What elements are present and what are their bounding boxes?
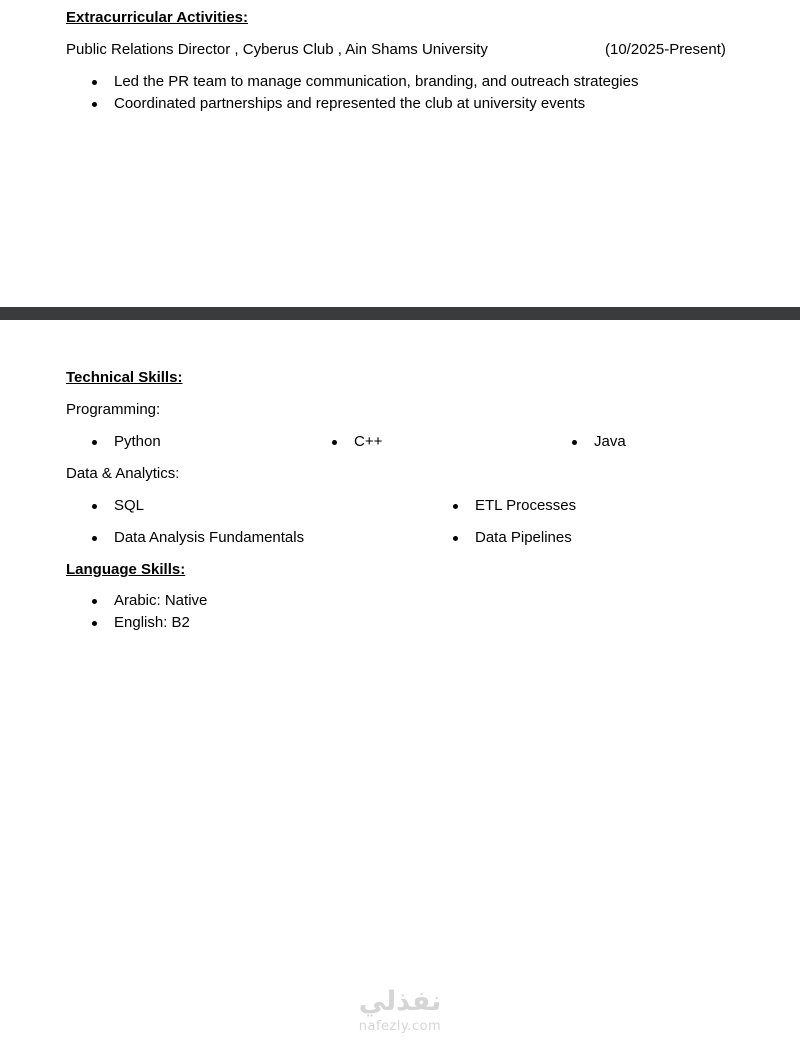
page-divider	[0, 307, 800, 320]
extracurricular-role: Public Relations Director , Cyberus Club , Ain Shams University	[66, 41, 488, 58]
skill-item-data-analysis: Data Analysis Fundamentals	[114, 529, 305, 546]
skill-item-java: Java	[594, 433, 626, 450]
extracurricular-dates: (10/2025-Present)	[605, 41, 726, 58]
list-item: Coordinated partnerships and represented the club at university events	[114, 95, 586, 112]
nafezly-watermark-logo	[330, 985, 470, 1040]
language-skills-heading: Language Skills:	[66, 561, 186, 578]
technical-skills-heading: Technical Skills:	[66, 369, 183, 386]
skill-item-cpp: C++	[354, 433, 383, 450]
skill-item-etl: ETL Processes	[475, 497, 577, 514]
list-item: Led the PR team to manage communication, branding, and outreach strategies	[114, 73, 639, 90]
programming-label: Programming:	[66, 401, 161, 418]
skill-item-python: Python	[114, 433, 161, 450]
watermark-latin-text: nafezly.com	[358, 1019, 442, 1034]
language-item: English: B2	[114, 614, 190, 631]
language-item: Arabic: Native	[114, 592, 208, 609]
skill-item-sql: SQL	[114, 497, 145, 514]
extracurricular-heading: Extracurricular Activities:	[66, 9, 249, 26]
skill-item-data-pipelines: Data Pipelines	[475, 529, 572, 546]
watermark-arabic-text: نفذلي	[358, 986, 442, 1017]
data-analytics-label: Data & Analytics:	[66, 465, 180, 482]
